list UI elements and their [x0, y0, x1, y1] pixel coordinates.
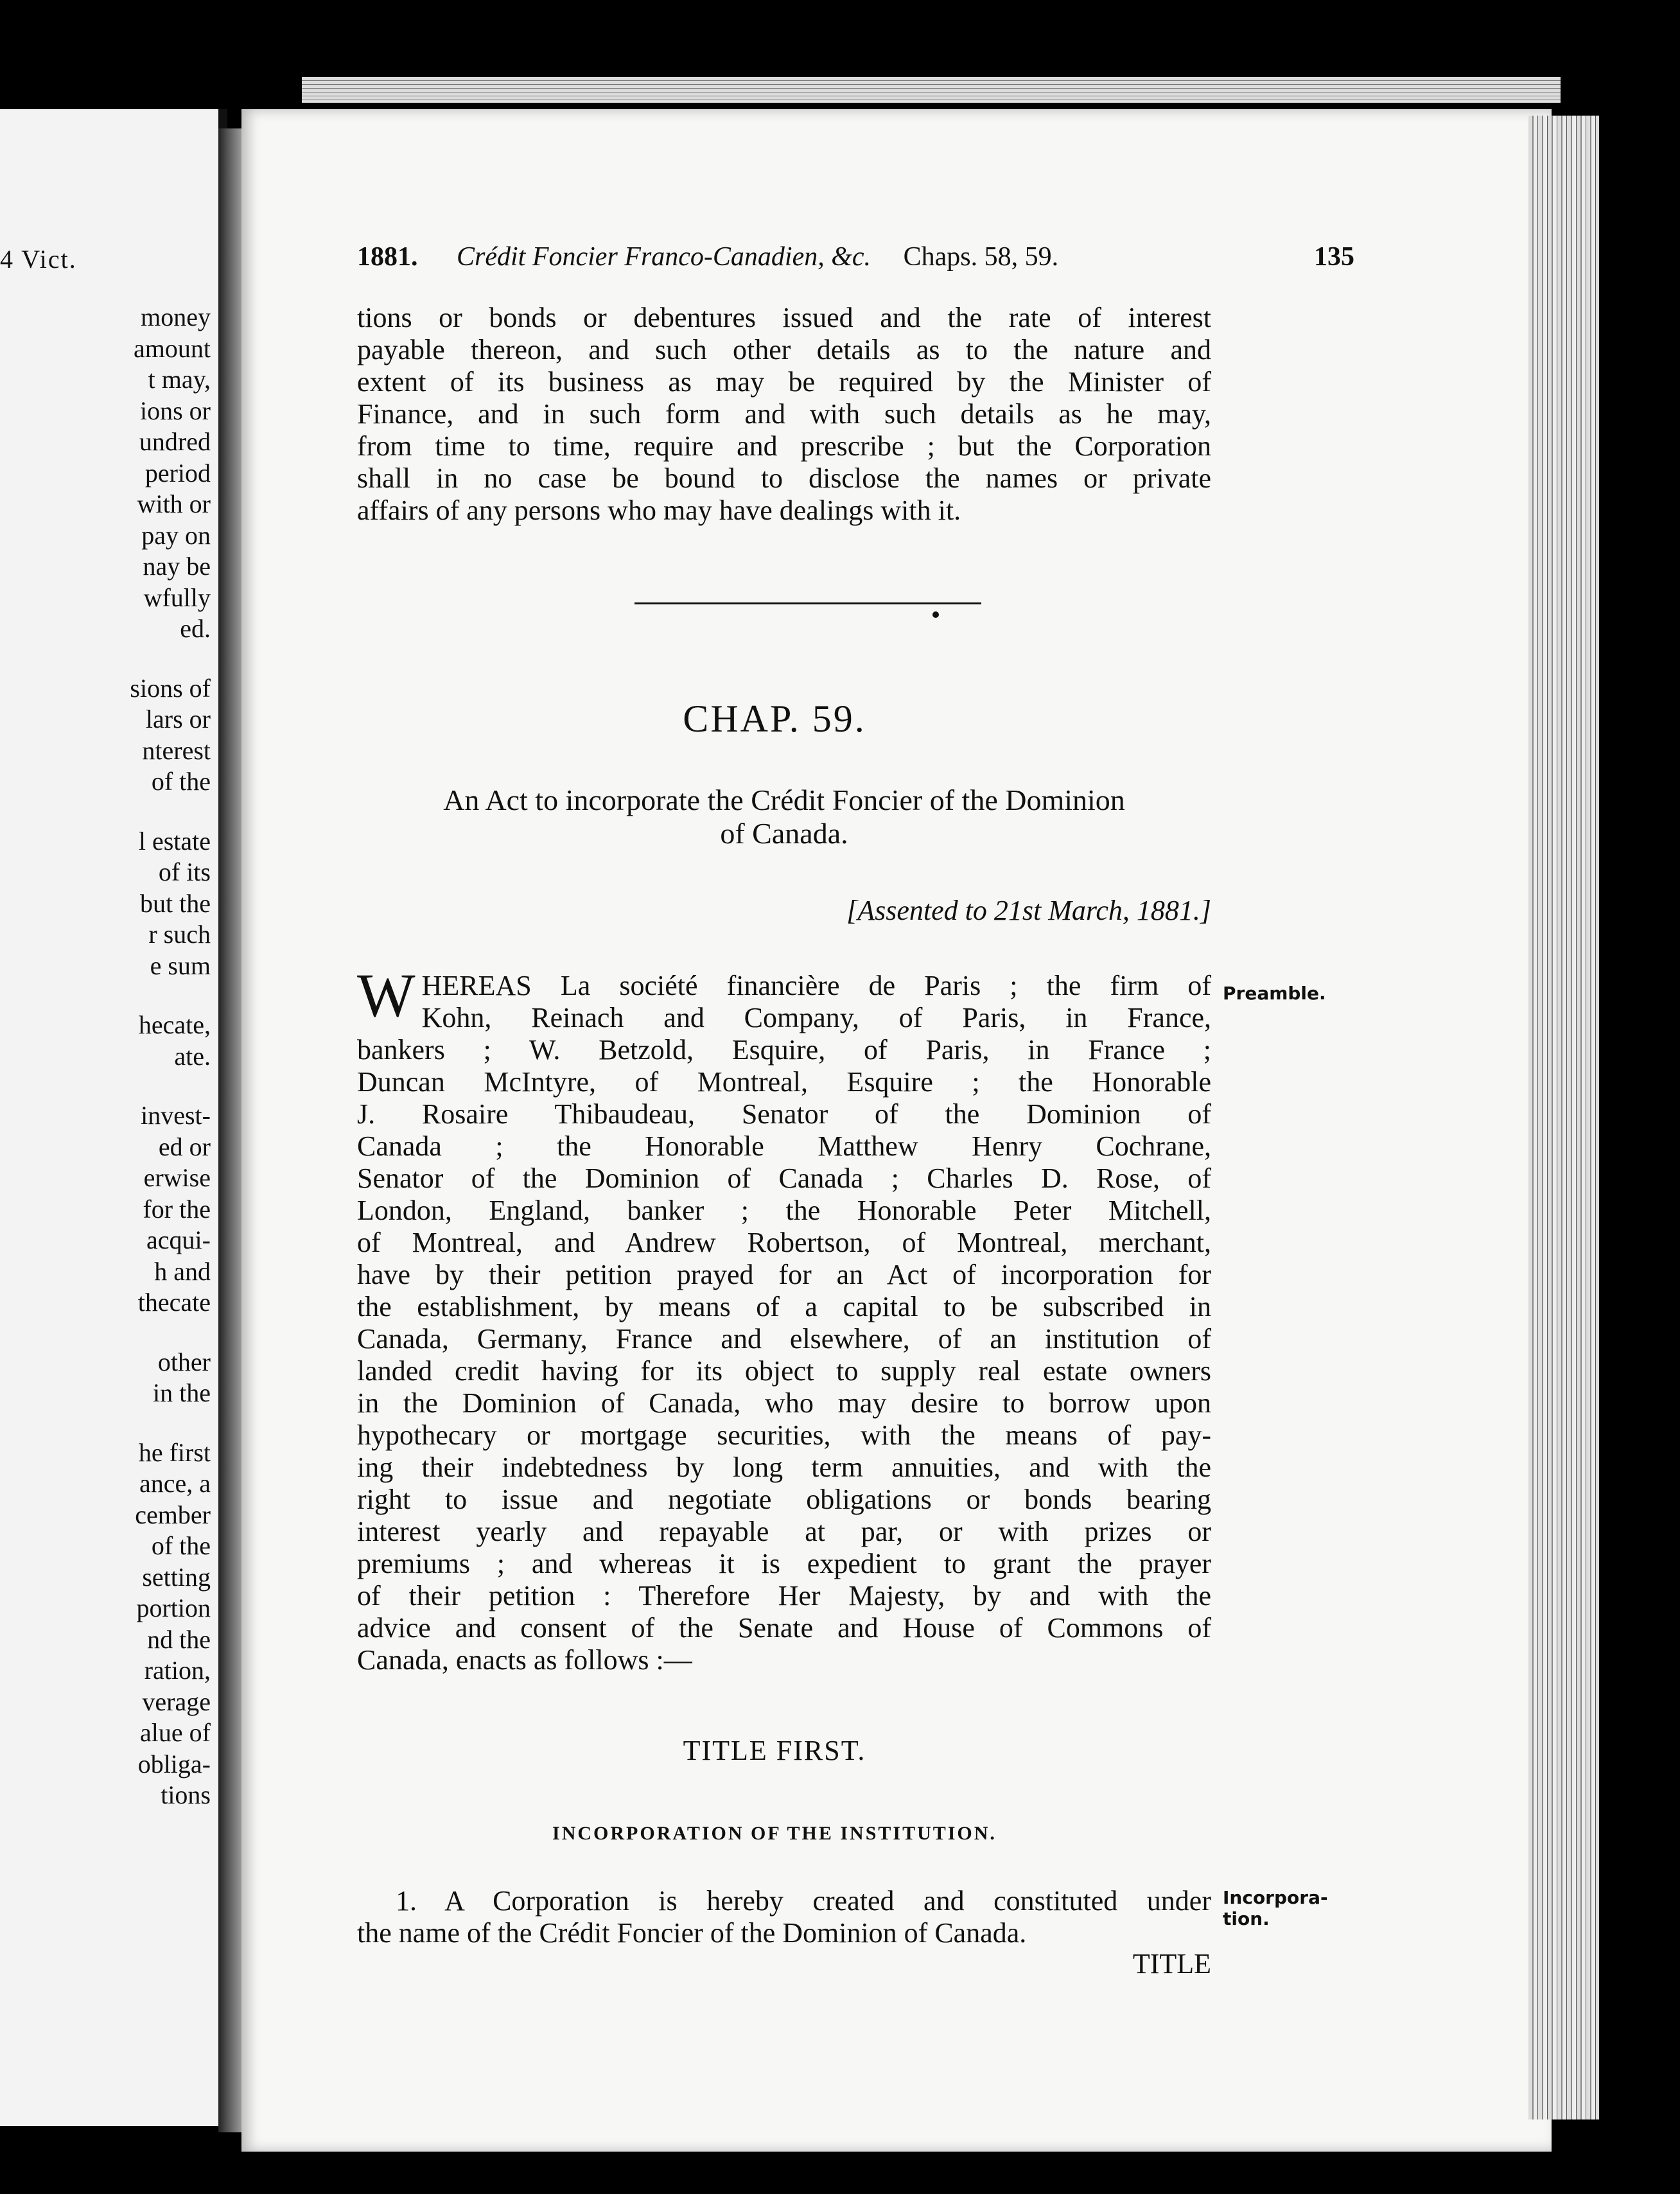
left-page-fragment: pay on	[141, 520, 211, 550]
page-stack-side-edges	[1528, 116, 1599, 2119]
left-page-fragment: other	[157, 1347, 211, 1376]
left-page-fragment: ance, a	[139, 1469, 211, 1498]
text-line: shall in no case be bound to disclose the names or private	[357, 462, 1211, 494]
text-line: Canada, Germany, France and elsewhere, of an institution of	[357, 1323, 1211, 1355]
left-page-fragment: he first	[138, 1437, 211, 1467]
text-line: Finance, and in such form and with such details as he may,	[357, 398, 1211, 430]
text-line: Canada, enacts as follows :—	[357, 1644, 692, 1676]
left-page-fragment: undred	[139, 427, 211, 456]
text-line: the name of the Crédit Foncier of the Dominion of Canada.	[357, 1917, 1027, 1949]
text-line: Duncan McIntyre, of Montreal, Esquire ; the Honorable	[357, 1066, 1211, 1098]
preamble-paragraph	[357, 961, 1211, 1676]
text-line: extent of its business as may be required by the Minister of	[357, 366, 1211, 398]
left-page-fragment: t may,	[148, 365, 211, 394]
left-page-fragment: sions of	[130, 673, 211, 703]
left-page-fragment: wfully	[143, 583, 211, 612]
left-page-fragment: hecate,	[138, 1010, 211, 1039]
continuation-paragraph	[357, 302, 1211, 527]
chapter-heading: CHAP. 59.	[683, 698, 866, 740]
left-page-fragment: in the	[153, 1378, 211, 1407]
left-page-fragment: ration,	[144, 1656, 211, 1685]
left-page-fragment: money	[141, 303, 211, 331]
text-line: landed credit having for its object to supply real estate owners	[357, 1355, 1211, 1387]
left-page-fragment: of the	[151, 767, 211, 796]
left-page-fragment: nd the	[147, 1624, 211, 1654]
divider-ornament	[932, 611, 939, 618]
text-line: affairs of any persons who may have dealings with it.	[357, 495, 961, 526]
left-page-fragment: l estate	[138, 826, 211, 856]
text-line: London, England, banker ; the Honorable Peter Mitchell,	[357, 1195, 1211, 1226]
left-page-fragment: period	[144, 458, 211, 487]
text-line: Canada ; the Honorable Matthew Henry Cochrane,	[357, 1130, 1211, 1162]
incorporation-margin-note	[1223, 1887, 1328, 1929]
running-head-title: Crédit Foncier Franco-Canadien, &c.	[457, 242, 871, 272]
left-page-fragment: ate.	[174, 1041, 211, 1071]
page-stack-top-edge	[302, 77, 1561, 103]
left-page-fragment: nay be	[143, 552, 211, 581]
text-line: have by their petition prayed for an Act of incorporation for	[357, 1259, 1211, 1290]
text-line: Senator of the Dominion of Canada ; Charles D. Rose, of	[357, 1163, 1211, 1194]
left-page-fragment: but the	[140, 888, 211, 918]
left-page-fragment: verage	[142, 1687, 211, 1716]
catchword: TITLE	[1132, 1948, 1211, 1979]
left-page-fragment: invest-	[141, 1101, 211, 1130]
left-page-fragment: portion	[136, 1593, 211, 1622]
text-line: ing their indebtedness by long term annuities, and with the	[357, 1452, 1211, 1483]
left-page-fragment: ed or	[158, 1132, 211, 1161]
left-page-header: 4 Vict.	[0, 245, 77, 274]
running-head-chapters: Chaps. 58, 59.	[903, 242, 1059, 272]
margin-note-line: Incorpora-	[1223, 1887, 1328, 1908]
running-head	[357, 241, 1462, 272]
text-line: payable thereon, and such other details as to the nature and	[357, 334, 1211, 365]
text-line: bankers ; W. Betzold, Esquire, of Paris, in France ;	[357, 1034, 1211, 1066]
left-page-fragment: lars or	[145, 705, 211, 733]
preamble-margin-note: Preamble.	[1223, 983, 1326, 1004]
text-line: tions or bonds or debentures issued and the rate of interest	[357, 302, 1211, 333]
act-title-line: of Canada.	[720, 817, 848, 850]
text-line: 1. A Corporation is hereby created and constituted under	[396, 1885, 1211, 1917]
text-line: premiums ; and whereas it is expedient to grant the prayer	[357, 1548, 1211, 1579]
margin-note-line: tion.	[1223, 1908, 1270, 1929]
left-page-fragment: r such	[148, 920, 211, 949]
left-page-fragment: ions or	[140, 396, 211, 425]
text-line: J. Rosaire Thibaudeau, Senator of the Dominion of	[357, 1098, 1211, 1130]
text-line: from time to time, require and prescribe ; but the Corporation	[357, 430, 1211, 462]
text-line: HEREAS La société financière de Paris ; the firm of	[421, 970, 1211, 1001]
left-page-fragment: e sum	[150, 951, 211, 980]
page-number: 135	[1314, 242, 1354, 272]
left-page-fragment: setting	[142, 1562, 211, 1592]
left-page-fragment: h and	[154, 1256, 211, 1286]
running-head-year: 1881.	[357, 242, 418, 272]
title-first-heading: TITLE FIRST.	[683, 1735, 866, 1766]
text-line: Kohn, Reinach and Company, of Paris, in France,	[421, 1002, 1211, 1033]
left-page-fragment: for the	[143, 1194, 211, 1224]
drop-cap: W	[357, 961, 416, 1030]
left-page-fragment: of its	[158, 857, 211, 886]
text-line: of their petition : Therefore Her Majesty, by and with the	[357, 1580, 1211, 1611]
left-page-fragment: erwise	[143, 1163, 211, 1192]
left-page-fragment: obliga-	[137, 1749, 211, 1778]
left-page-fragment: alue of	[140, 1718, 211, 1747]
act-title	[357, 784, 1211, 850]
left-page-fragment: nterest	[142, 735, 211, 765]
page-135	[241, 109, 1552, 2152]
left-page-fragment: with or	[137, 489, 211, 518]
section-divider-rule	[634, 602, 981, 604]
left-page-fragment: amount	[134, 333, 211, 363]
text-line: right to issue and negotiate obligations or bonds bearing	[357, 1484, 1211, 1515]
text-line: in the Dominion of Canada, who may desire to borrow upon	[357, 1387, 1211, 1419]
left-page-fragment: cember	[135, 1500, 211, 1529]
left-page	[0, 109, 227, 2126]
left-page-fragment: ed.	[180, 614, 211, 643]
act-title-line: An Act to incorporate the Crédit Foncier of the Dominion	[443, 784, 1125, 816]
left-page-fragment: acqui-	[146, 1225, 211, 1254]
text-line: interest yearly and repayable at par, or with prizes or	[357, 1516, 1211, 1547]
section-heading: INCORPORATION OF THE INSTITUTION.	[552, 1823, 997, 1844]
text-line: of Montreal, and Andrew Robertson, of Montreal, merchant,	[357, 1227, 1211, 1258]
text-line: the establishment, by means of a capital to be subscribed in	[357, 1291, 1211, 1322]
left-page-fragment: of the	[151, 1531, 211, 1560]
assent-date: [Assented to 21st March, 1881.]	[846, 895, 1211, 926]
binding-gutter	[218, 128, 241, 2132]
left-page-fragment: thecate	[137, 1288, 211, 1317]
left-page-fragment: tions	[161, 1780, 211, 1809]
text-line: advice and consent of the Senate and House of Commons of	[357, 1612, 1211, 1644]
text-line: hypothecary or mortgage securities, with the means of pay-	[357, 1419, 1211, 1451]
section-1-paragraph	[357, 1885, 1211, 1949]
